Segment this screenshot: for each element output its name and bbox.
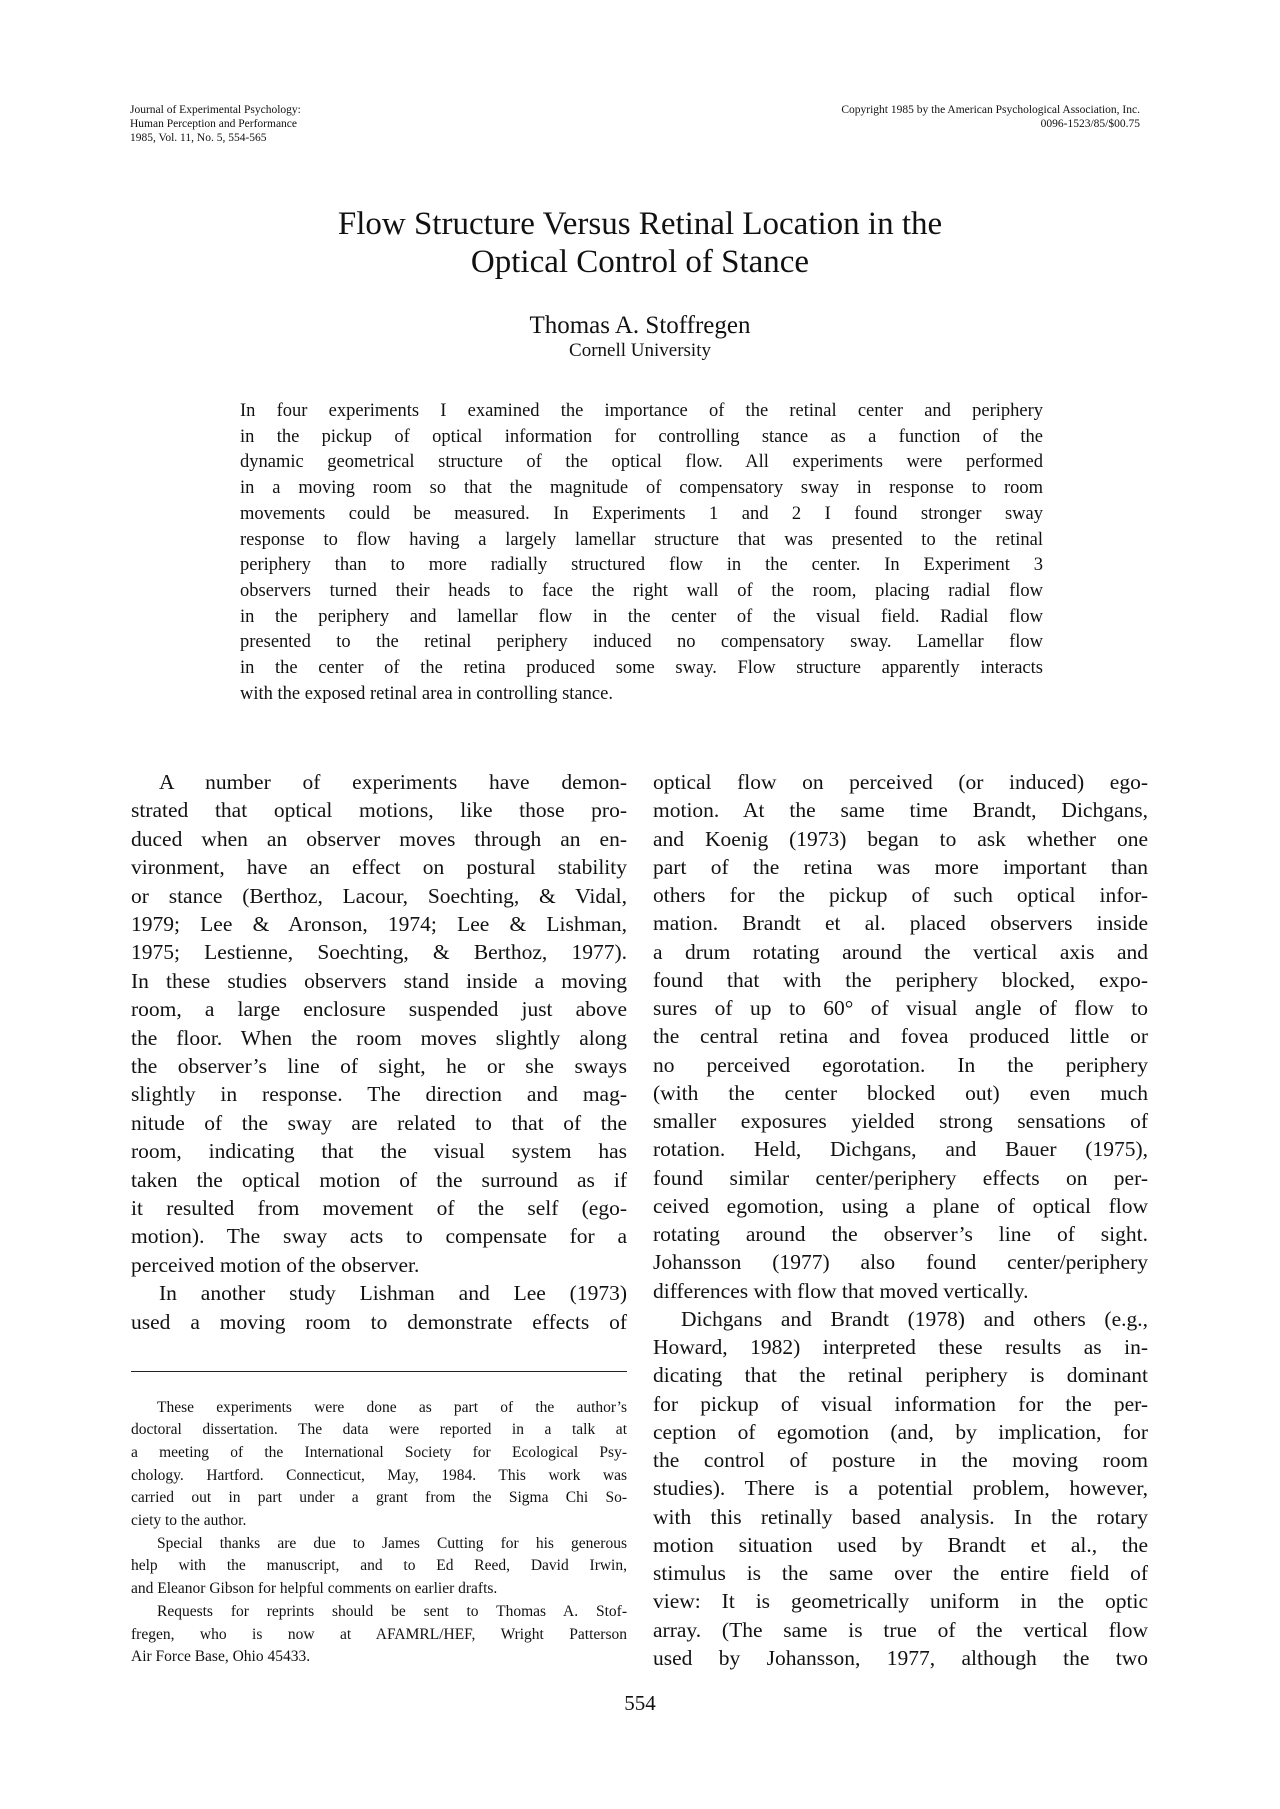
footnote-divider (131, 1371, 627, 1372)
journal-citation (130, 103, 301, 145)
text-line: help with the manuscript, and to Ed Reed, David Irwin, (131, 1557, 627, 1575)
text-line: used a moving room to demonstrate effects of (131, 1309, 627, 1334)
page-number: 554 (624, 1691, 656, 1715)
text-line: smaller exposures yielded strong sensations of (653, 1109, 1148, 1133)
text-line: view: It is geometrically uniform in the optic (653, 1589, 1148, 1614)
text-line: in the pickup of optical information for controlling stance as a function of the (240, 426, 1043, 447)
journal-name: Journal of Experimental Psychology: (130, 104, 301, 116)
text-line: presented to the retinal periphery induced no compensatory sway. Lamellar flow (240, 632, 1043, 653)
author-name: Thomas A. Stoffregen (529, 312, 751, 339)
text-line: a drum rotating around the vertical axis and (653, 939, 1148, 964)
text-line: duced when an observer moves through an en- (131, 826, 627, 851)
text-line: dicating that the retinal periphery is dominant (653, 1363, 1148, 1388)
text-line: ciety to the author. (131, 1512, 247, 1529)
text-line: in a moving room so that the magnitude of compensatory sway in response to room (240, 478, 1043, 499)
text-line: carried out in part under a grant from the Sigma Chi So- (131, 1489, 627, 1507)
text-line: the observer’s line of sight, he or she sways (131, 1054, 627, 1078)
text-line: array. (The same is true of the vertical flow (653, 1617, 1148, 1642)
text-line: nitude of the sway are related to that of the (131, 1110, 627, 1135)
text-line: doctoral dissertation. The data were reported in a talk at (131, 1421, 627, 1439)
text-line: found similar center/periphery effects on per- (653, 1165, 1148, 1190)
text-line: motion). The sway acts to compensate for a (131, 1224, 627, 1249)
text-line: Requests for reprints should be sent to Thomas A. Stof- (157, 1602, 627, 1620)
text-line: motion situation used by Brandt et al., the (653, 1532, 1148, 1557)
author-affiliation: Cornell University (569, 340, 711, 361)
text-line: motion. At the same time Brandt, Dichgans, (653, 798, 1148, 823)
text-line: perceived motion of the observer. (131, 1252, 420, 1277)
text-line: In these studies observers stand inside a moving (131, 968, 627, 993)
text-line: Air Force Base, Ohio 45433. (131, 1648, 311, 1666)
text-line: Howard, 1982) interpreted these results as in- (653, 1335, 1148, 1359)
text-line: response to flow having a largely lamellar structure that was presented to the retinal (240, 529, 1043, 550)
text-line: the floor. When the room moves slightly along (131, 1025, 627, 1050)
text-line: the control of posture in the moving room (653, 1448, 1148, 1472)
text-line: the central retina and fovea produced little or (653, 1024, 1148, 1049)
text-line: in the periphery and lamellar flow in the center of the visual field. Radial flow (240, 606, 1043, 627)
text-line: sures of up to 60° of visual angle of flow to (653, 996, 1148, 1020)
text-line: Special thanks are due to James Cutting for his generous (157, 1534, 627, 1552)
text-line: Dichgans and Brandt (1978) and others (e.g., (681, 1306, 1148, 1331)
text-line: Johansson (1977) also found center/periphery (653, 1250, 1148, 1275)
text-line: rotation. Held, Dichgans, and Bauer (1975), (653, 1137, 1148, 1162)
text-line: These experiments were done as part of the author’s (157, 1398, 627, 1416)
text-line: taken the optical motion of the surround as if (131, 1167, 627, 1192)
text-line: no perceived egorotation. In the periphery (653, 1052, 1148, 1077)
text-line: (with the center blocked out) even much (653, 1080, 1148, 1105)
text-line: observers turned their heads to face the right wall of the room, placing radial flow (240, 580, 1043, 601)
text-line: dynamic geometrical structure of the optical flow. All experiments were performed (240, 452, 1043, 473)
text-line: fregen, who is now at AFAMRL/HEF, Wright Patterson (131, 1625, 627, 1643)
text-line: in the center of the retina produced some sway. Flow structure apparently interacts (240, 658, 1043, 678)
text-line: found that with the periphery blocked, expo- (653, 967, 1148, 992)
text-line: a meeting of the International Society for Ecological Psy- (131, 1443, 627, 1461)
title-line: Flow Structure Versus Retinal Location in the (337, 206, 943, 242)
paper-title (0, 205, 1280, 281)
issn-price: 0096-1523/85/$00.75 (1040, 118, 1140, 130)
text-line: used by Johansson, 1977, although the two (653, 1645, 1148, 1670)
text-line: with this retinally based analysis. In the rotary (653, 1504, 1148, 1529)
text-line: In another study Lishman and Lee (1973) (159, 1281, 627, 1306)
text-line: and Eleanor Gibson for helpful comments on earlier drafts. (131, 1580, 498, 1598)
text-line: ception of egomotion (and, by implication, for (653, 1419, 1148, 1444)
copyright-notice (841, 103, 1140, 131)
text-line: A number of experiments have demon- (159, 770, 627, 794)
text-line: or stance (Berthoz, Lacour, Soechting, & Vidal, (131, 883, 627, 908)
text-line: differences with flow that moved vertically. (653, 1278, 1029, 1303)
text-line: part of the retina was more important than (653, 854, 1148, 879)
text-line: slightly in response. The direction and mag- (131, 1082, 627, 1107)
text-line: 1975; Lestienne, Soechting, & Berthoz, 1977). (131, 940, 627, 965)
journal-subtitle: Human Perception and Performance (130, 118, 298, 130)
text-line: and Koenig (1973) began to ask whether one (653, 826, 1148, 851)
text-line: with the exposed retinal area in controlling stance. (240, 683, 613, 704)
text-line: room, indicating that the visual system has (131, 1139, 627, 1164)
text-line: for pickup of visual information for the per- (653, 1391, 1148, 1416)
text-line: periphery than to more radially structured flow in the center. In Experiment 3 (240, 555, 1043, 576)
text-line: it resulted from movement of the self (ego- (131, 1196, 627, 1220)
text-line: room, a large enclosure suspended just above (131, 997, 627, 1022)
text-line: movements could be measured. In Experiments 1 and 2 I found stronger sway (240, 503, 1043, 524)
text-line: optical flow on perceived (or induced) ego- (653, 770, 1148, 794)
text-line: strated that optical motions, like those pro- (131, 798, 627, 823)
text-line: vironment, have an effect on postural stability (131, 855, 627, 880)
title-line: Optical Control of Stance (470, 244, 810, 280)
copyright-text: Copyright 1985 by the American Psychological Association, Inc. (841, 104, 1140, 116)
text-line: chology. Hartford. Connecticut, May, 1984. This work was (131, 1466, 627, 1484)
text-line: 1979; Lee & Aronson, 1974; Lee & Lishman, (131, 912, 627, 936)
text-line: studies). There is a potential problem, however, (653, 1476, 1148, 1501)
text-line: mation. Brandt et al. placed observers inside (653, 911, 1148, 936)
text-line: In four experiments I examined the importance of the retinal center and periphery (240, 401, 1043, 421)
text-line: rotating around the observer’s line of sight. (653, 1222, 1148, 1246)
text-line: ceived egomotion, using a plane of optical flow (653, 1193, 1148, 1218)
text-line: others for the pickup of such optical infor- (653, 883, 1148, 907)
journal-volume: 1985, Vol. 11, No. 5, 554-565 (130, 132, 267, 144)
text-line: stimulus is the same over the entire field of (653, 1561, 1148, 1585)
